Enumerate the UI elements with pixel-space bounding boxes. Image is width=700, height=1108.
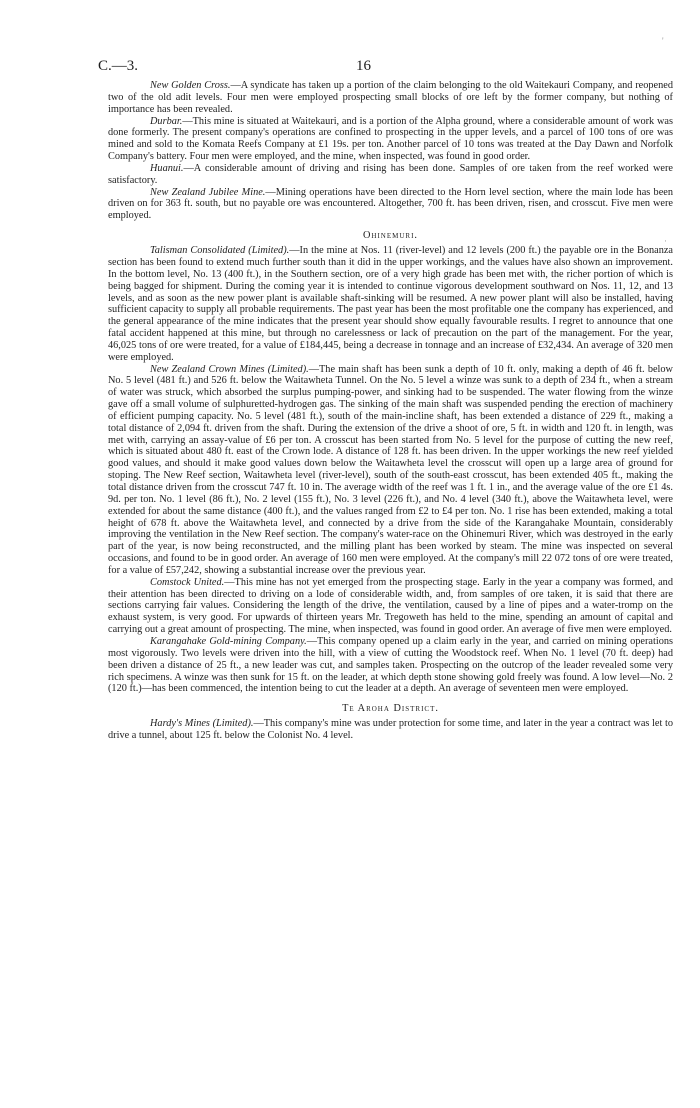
section-heading: Ohinemuri. [362, 230, 418, 242]
paragraph-text: —This company opened up a claim early in the year, and carried on mining operations most vigorously. Two levels were driven into the hill, with a view of cutting the Woodstock reef. When No. 1 level (70 ft. deep) had been driven a distance of 25 ft., a new leader was cut, and samples taken. Prospecting on the outcrop of the leader revealed some very rich specimens. A winze was then sunk for 15 ft. on the leader, at which depth stone showing gold freely was found. A low level—No. 2 (120 ft.)—has been commenced, the intention being to cut the leader at a depth. An average of seventeen men were employed. [108, 635, 674, 695]
paragraph [108, 245, 673, 363]
paragraph-title: New Zealand Jubilee Mine. [150, 186, 266, 198]
paragraph [108, 577, 673, 636]
paragraph [108, 116, 673, 163]
paragraph-text: —This mine has not yet emerged from the prospecting stage. Early in the year a company was formed, and their attention has been directed to driving on a lode of considerable width, and, from samples of ore taken, it is said that there are sections carrying fair values. Considering the length of the drive, the ventilation, caused by a line of pipes and a water-tromp on the exhaust system, is very good. For upwards of thirteen years Mr. Tregoweth has held to the mine, spending an amount of capital and carrying out a great amount of prospecting. The mine, when inspected, was found in good order. An average of five men were employed. [108, 576, 673, 636]
paragraph-text: —This company's mine was under protection for some time, and later in the year a contract was let to drive a tunnel, about 125 ft. below the Colonist No. 4 level. [108, 718, 673, 742]
margin-mark: · [664, 236, 667, 246]
document-body [30, 80, 673, 742]
paragraph [108, 636, 673, 695]
paragraph-text: —The main shaft has been sunk a depth of 10 ft. only, making a depth of 46 ft. below No. 5 level (481 ft.) and 526 ft. below the Waitawheta Tunnel. On the No. 5 level a winze was sunk to a depth of 234 ft., when a stream of water was struck, which absorbed the surplus pumping-power, and sinking had to be suspended. The water flowing from the winze gave off a small volume of sulphuretted-hydrogen gas. The sinking of the main shaft was suspended pending the erection of machinery of efficient pumping capacity. No. 5 level (481 ft.), south of the main-incline shaft, has been extended a distance of 229 ft., making a total distance of 2,094 ft. driven from the shaft. During the extension of the drive a shoot of ore, 5 ft. in width and 120 ft. in length, was met with, carrying an assay-value of £6 per ton. A crosscut has been started from No. 5 level for the purpose of cutting the new reef, which is situated about 480 ft. east of the Crown lode. A distance of 128 ft. has been driven. In the upper workings the new reef yielded good values, and should it make good values down below the Waitawheta level the crosscut will open up a large area of ground for stoping. The New Reef section, Waitawheta level (river-level), south of the south-east crosscut, has been extended 405 ft., making the total distance driven from the crosscut 747 ft. 10 in. The average width of the reef was 1 ft. 1 in., and the average value of the ore £1 4s. 9d. per ton. No. 1 level (86 ft.), No. 2 level (155 ft.), No. 3 level (226 ft.), and No. 4 level (340 ft.), above the Waitawheta level, were extended for about the same distance (400 ft.), and the values ranged from £2 to £4 per ton. No. 1 rise has been extended, making a total height of 678 ft. above the Waitawheta level, and connected by a drive from the side of the Karangahake Mountain, considerably improving the ventilation in the New Reef section. The company's water-race on the Ohinemuri River, which was destroyed in the early part of the year, is now being reconstructed, and the milling plant has been worked by steam. The mine was inspected on several occasions, and found to be in good order. An average of 160 men were employed. At the company's mill 22 072 tons of ore were treated, for a value of £57,242, showing a substantial increase over the previous year. [108, 363, 673, 576]
paragraph-text: —A considerable amount of driving and rising has been done. Samples of ore taken from the reef worked were satisfactory. [108, 162, 673, 186]
document-reference: C.—3. [98, 58, 139, 74]
paragraph [108, 80, 673, 116]
paragraph-text: —In the mine at Nos. 11 (river-level) and 12 levels (200 ft.) the payable ore in the Bonanza section has been found to extend much further south than it did in the upper workings, and the values have also shown an improvement. In the bottom level, No. 13 (400 ft.), in the Southern section, ore of a very high grade has been met with, the richer portion of which is being bagged for shipment. During the coming year it is intended to continue vigorous development southward on Nos. 11, 12, and 13 levels, and as soon as the new power plant is available shaft-sinking will be resumed. A new power plant will also be installed, having sufficient capacity to supply all probable requirements. The past year has been the most profitable one the company has experienced, and the general appearance of the mine indicates that the present year should show equally favourable results. I regret to announce that one fatal accident happened at this mine, but through no carelessness or lack of precaution on the part of the management. For the year, 46,025 tons of ore were treated, for a value of £184,445, being a decrease in tonnage and an increase of £32,434. An average of 320 men were employed. [108, 245, 673, 363]
paragraph-title: Huanui. [150, 162, 184, 174]
section-heading: Te Aroha District. [342, 703, 439, 715]
paragraph [108, 163, 673, 187]
paragraph [108, 364, 673, 577]
paragraph-text: —A syndicate has taken up a portion of the claim belonging to the old Waitekauri Company, and reopened two of the old adit levels. Four men were employed prospecting small blocks of ore left by the former company, but nothing of importance has been revealed. [108, 80, 673, 115]
paragraph-title: Comstock United. [150, 576, 225, 588]
paragraph-text: —This mine is situated at Waitekauri, and is a portion of the Alpha ground, where a considerable amount of work was done formerly. The present company's operations are confined to prospecting in the upper levels, and a parcel of 100 tons of ore was mined and sold to the Komata Reefs Company at £1 19s. per ton. Another parcel of 10 tons was treated at the Day Dawn and Norfolk Company's battery. Four men were employed, and the mine, when inspected, was found in good order. [108, 115, 673, 163]
page-header [30, 58, 670, 80]
paragraph-title: Karangahake Gold-mining Company. [150, 635, 307, 647]
paragraph-title: New Golden Cross. [150, 80, 231, 91]
margin-mark: ' [662, 36, 664, 46]
paragraph-title: Durbar. [150, 115, 183, 127]
paragraph-text: —Mining operations have been directed to the Horn level section, where the main lode has been driven on for 363 ft. south, but no payable ore was encountered. Altogether, 700 ft. has been driven, risen, and crosscut. Five men were employed. [108, 186, 673, 222]
paragraph-title: New Zealand Crown Mines (Limited). [150, 363, 309, 375]
page-number: 16 [356, 58, 371, 74]
paragraph-title: Hardy's Mines (Limited). [150, 718, 254, 730]
paragraph-title: Talisman Consolidated (Limited). [150, 245, 290, 257]
paragraph [108, 718, 673, 742]
paragraph [108, 187, 673, 223]
